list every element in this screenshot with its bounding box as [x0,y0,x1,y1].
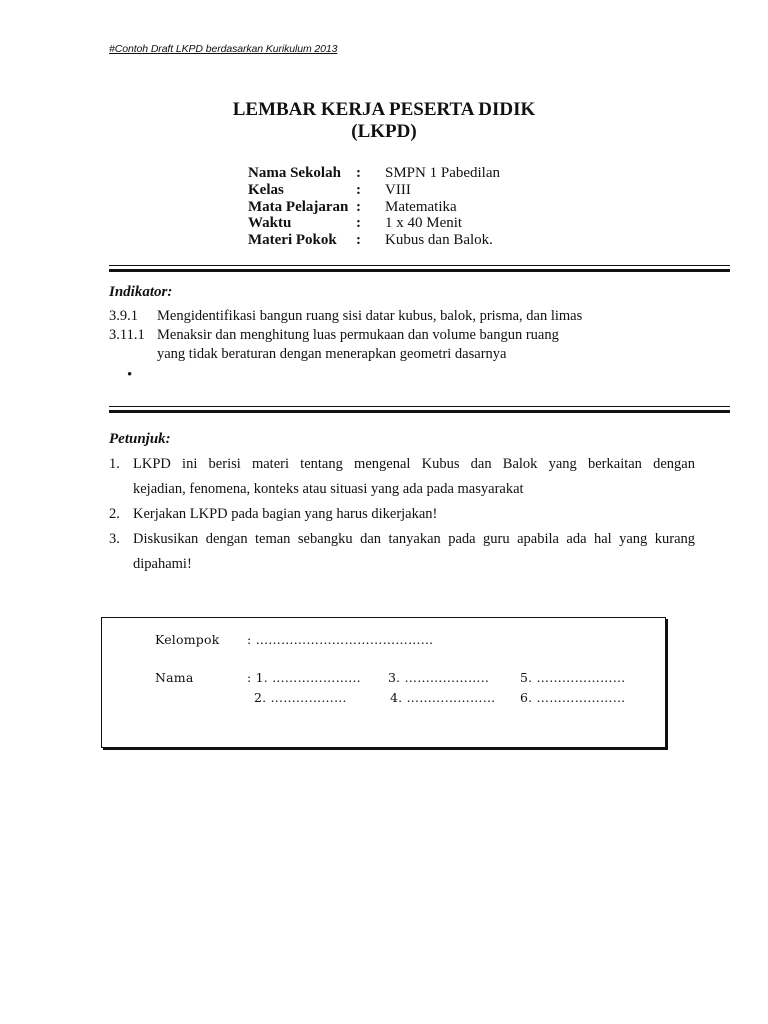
document-title: LEMBAR KERJA PESERTA DIDIK [232,99,536,120]
petunjuk-text: Kerjakan LKPD pada bagian yang harus dikerjakan! [133,506,438,522]
group-info-box [101,617,666,748]
indikator-number: 3.9.1 [109,308,138,324]
nama-label: Nama [155,670,194,685]
nama-field-6[interactable]: 6. ………………… [520,690,626,705]
petunjuk-text: LKPD ini berisi materi tentang mengenal Kubus dan Balok yang berkaitan dengan [133,456,695,472]
indikator-number: 3.11.1 [109,327,145,343]
header-note: #Contoh Draft LKPD berdasarkan Kurikulum 2013 [109,43,338,55]
nama-field-4[interactable]: 4. ………………… [390,690,496,705]
indikator-text-continued: yang tidak beraturan dengan menerapkan geometri dasarnya [157,346,507,362]
meta-colon: : [356,199,361,215]
meta-value: Kubus dan Balok. [385,232,493,248]
nama-field-2[interactable]: 2. ……………… [254,690,347,705]
divider-middle-thick [109,410,730,413]
petunjuk-text: Diskusikan dengan teman sebangku dan tanyakan pada guru apabila ada hal yang kurang [133,531,695,547]
meta-value: VIII [385,182,411,198]
meta-label: Kelas [248,182,284,198]
divider-top [109,265,730,266]
nama-field-3[interactable]: 3. ……………….. [388,670,490,685]
indikator-text: Mengidentifikasi bangun ruang sisi datar kubus, balok, prisma, dan limas [157,308,583,324]
meta-value: SMPN 1 Pabedilan [385,165,501,181]
meta-colon: : [356,215,361,231]
petunjuk-number: 1. [109,456,120,472]
meta-label: Waktu [248,215,292,231]
document-subtitle: (LKPD) [351,121,417,142]
petunjuk-number: 3. [109,531,120,547]
indikator-heading: Indikator: [109,284,173,300]
kelompok-label: Kelompok [155,632,220,647]
meta-label: Materi Pokok [248,232,337,248]
meta-label: Nama Sekolah [248,165,341,181]
nama-field-1[interactable]: : 1. ………………... [247,670,361,685]
meta-colon: : [356,165,361,181]
meta-colon: : [356,182,361,198]
divider-middle [109,406,730,407]
empty-bullet: • [127,367,133,383]
meta-colon: : [356,232,361,248]
divider-top-thick [109,269,730,272]
indikator-text: Menaksir dan menghitung luas permukaan dan volume bangun ruang [157,327,559,343]
meta-value: Matematika [385,199,457,215]
meta-value: 1 x 40 Menit [385,215,463,231]
petunjuk-text-continued: kejadian, fenomena, konteks atau situasi yang ada pada masyarakat [133,481,524,497]
petunjuk-heading: Petunjuk: [109,431,171,447]
meta-label: Mata Pelajaran [248,199,349,215]
petunjuk-number: 2. [109,506,120,522]
nama-field-5[interactable]: 5. ………………… [520,670,626,685]
kelompok-field[interactable]: : …………………………………… [247,632,434,647]
petunjuk-text-continued: dipahami! [133,556,192,572]
